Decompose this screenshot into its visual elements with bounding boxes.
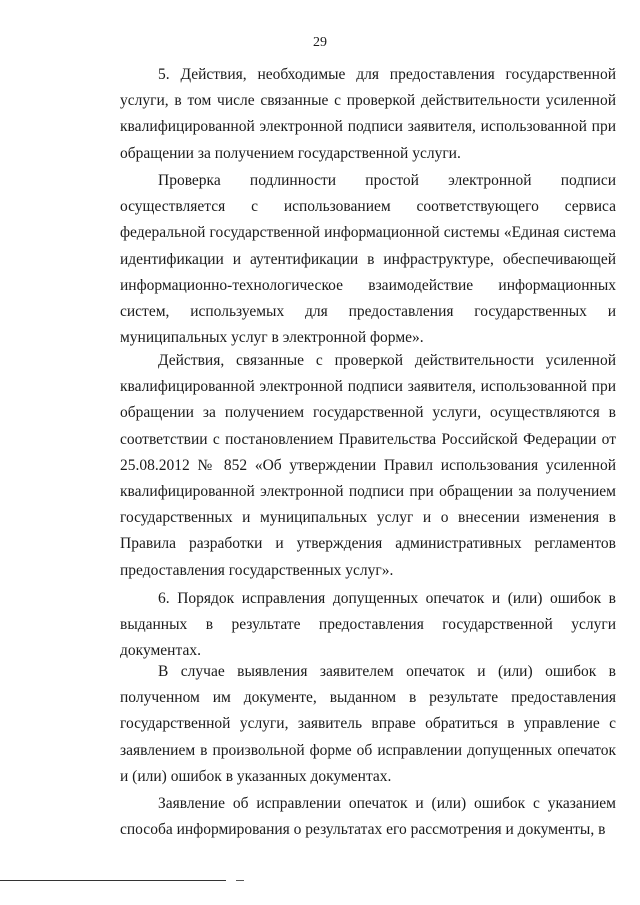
paragraph: Действия, связанные с проверкой действительности усиленной квалифицированной электронной подписи заявителя, использованной при обращении за получением государственной услуги, осуществляются в соответствии с постановлением Правительства Российской Федерации от 25.08.2012 № 852 «Об утверждении Правил использования усиленной квалифицированной электронной подписи при обращении за получением государственных и муниципальных услуг и о внесении изменения в Правила разработки и утверждения административных регламентов предоставления государственных услуг». (120, 352, 616, 579)
paragraph: 5. Действия, необходимые для предоставления государственной услуги, в том числе связанные с проверкой действительности усиленной квалифицированной электронной подписи заявителя, использованной при обращении за получением государственной услуги. (120, 66, 616, 162)
paragraph: Заявление об исправлении опечаток и (или) ошибок с указанием способа информирования о результатах его рассмотрения и документы, в (120, 795, 616, 839)
correction-request-paragraph (120, 791, 616, 843)
section-5-heading (120, 62, 616, 167)
qualified-signature-verification (120, 348, 616, 584)
paragraph: Проверка подлинности простой электронной подписи осуществляется с использованием соответствующего сервиса федеральной государственной информационной системы «Единая система идентификации и аутентификации в инфраструктуре, обеспечивающей информационно-технологическое взаимодействие информационных систем, используемых для предоставления государственных и муниципальных услуг в электронной форме». (120, 172, 616, 347)
footer-dash (236, 880, 244, 881)
error-correction-procedure (120, 659, 616, 790)
paragraph: В случае выявления заявителем опечаток и (или) ошибок в полученном им документе, выданном в результате предоставления государственной услуги, заявитель вправе обратиться в управление с заявлением в произвольной форме об исправлении допущенных опечаток и (или) ошибок в указанных документах. (120, 663, 616, 785)
simple-signature-verification (120, 168, 616, 351)
footer-divider (0, 880, 226, 881)
page-number: 29 (313, 35, 327, 50)
section-6-heading (120, 586, 616, 665)
paragraph: 6. Порядок исправления допущенных опечаток и (или) ошибок в выданных в результате предоставления государственной услуги документах. (120, 590, 616, 660)
